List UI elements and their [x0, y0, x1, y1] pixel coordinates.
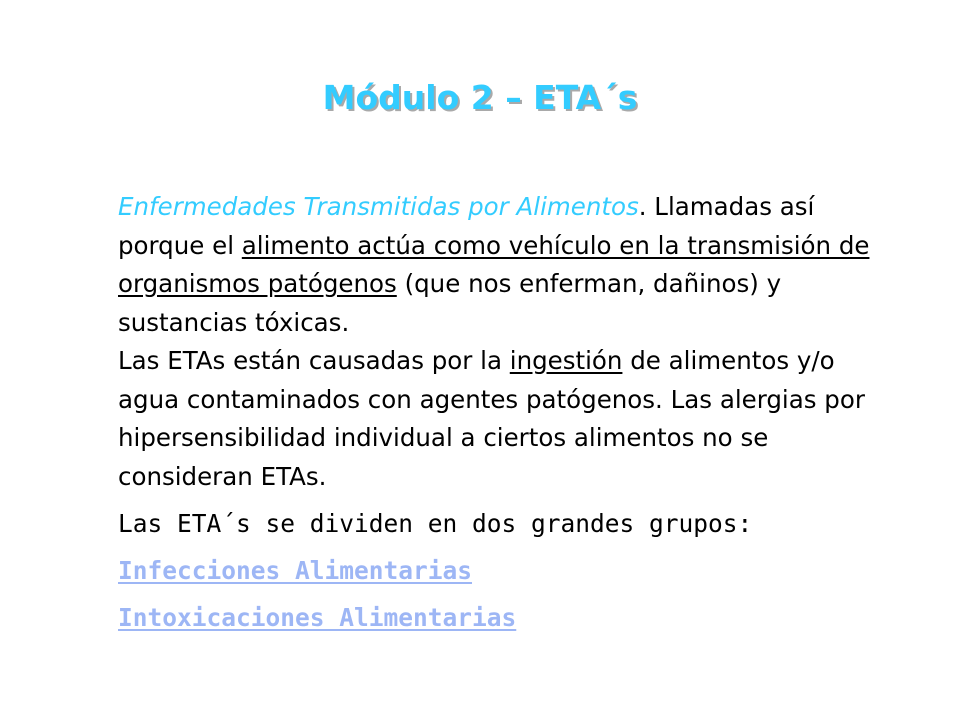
link-intoxicaciones-alimentarias[interactable]: Intoxicaciones Alimentarias	[118, 603, 517, 632]
cause-text-2: de alimentos y/o agua contaminados con agentes patógenos. Las alergias por hipersensibilidad individual a ciertos alimentos no se consideran ETAs.	[118, 346, 865, 491]
ingestion-underlined-text: ingestión	[509, 346, 623, 375]
groups-intro: Las ETA´s se dividen en dos grandes grupos:	[118, 509, 753, 538]
vehicle-underlined-text: alimento actúa como vehículo en la transmisión de organismos patógenos	[118, 230, 870, 298]
slide-title: Módulo 2 – ETA´s	[322, 78, 638, 117]
eta-term: Enfermedades Transmitidas por Alimentos	[118, 192, 639, 221]
definition-text-2: (que nos enferman, dañinos) y sustancias tóxicas.	[118, 269, 782, 337]
definition-paragraph	[118, 188, 878, 496]
link-infecciones-alimentarias[interactable]: Infecciones Alimentarias	[118, 556, 473, 585]
cause-text-1: Las ETAs están causadas por la	[118, 346, 510, 375]
definition-text-1: . Llamadas así porque el	[118, 192, 815, 260]
